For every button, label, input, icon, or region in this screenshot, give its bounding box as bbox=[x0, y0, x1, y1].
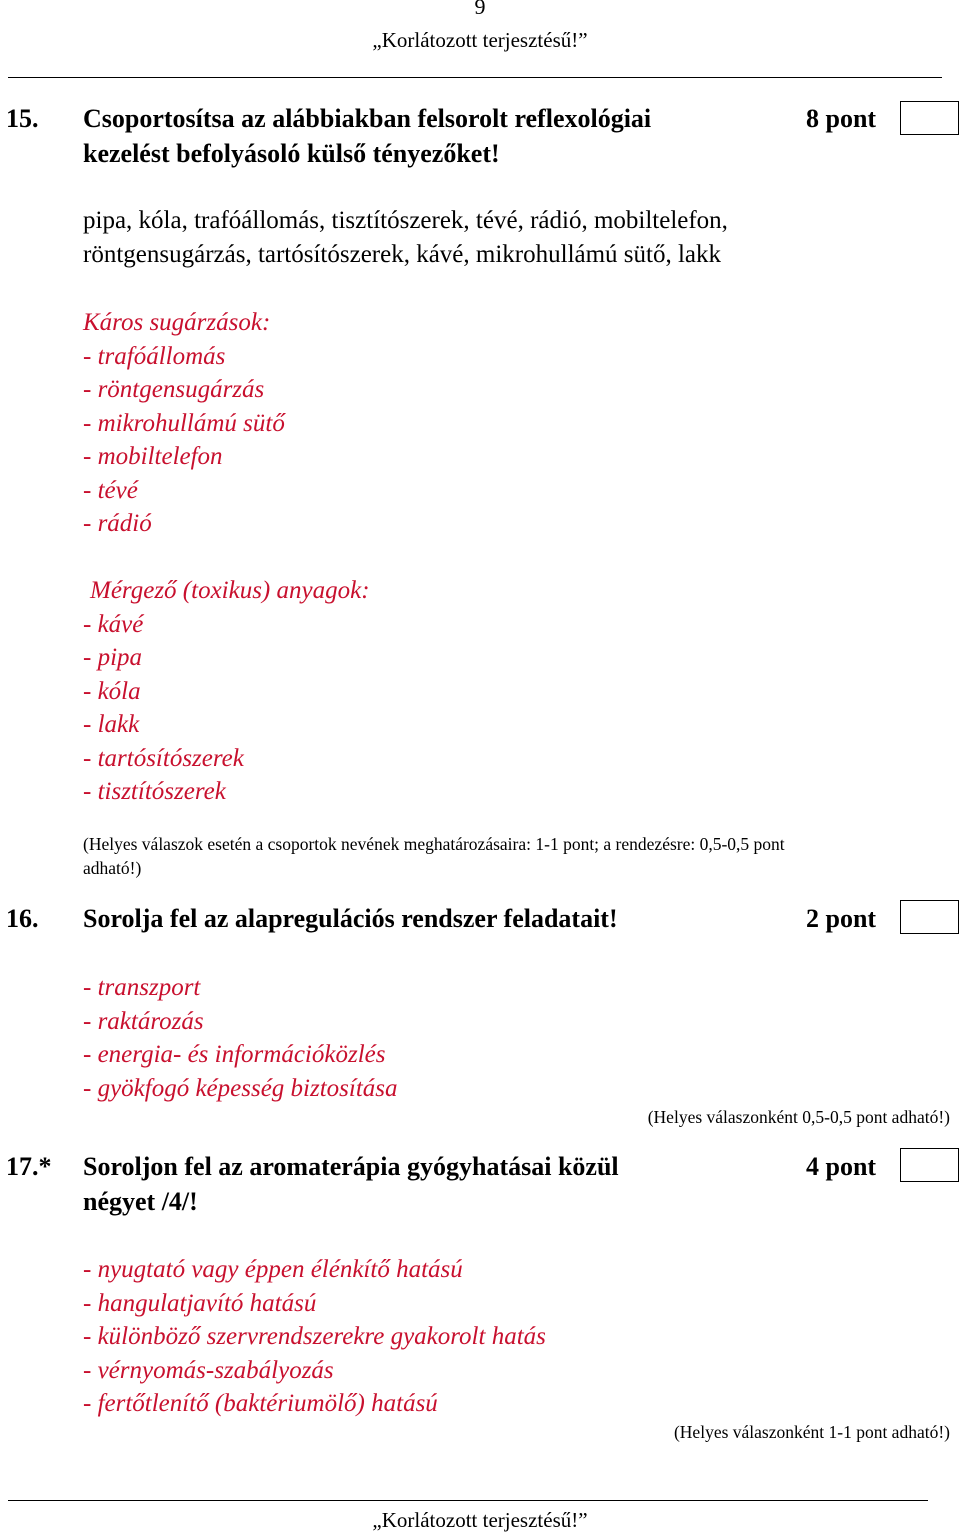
question-17-number: 17.* bbox=[6, 1152, 52, 1181]
question-16-number: 16. bbox=[6, 904, 39, 933]
question-15-items-line2: röntgensugárzás, tartósítószerek, kávé, mikrohullámú sütő, lakk bbox=[83, 241, 722, 268]
list-item: - pipa bbox=[83, 644, 143, 671]
page-number: 9 bbox=[474, 0, 486, 19]
answer-group-harmful-radiation bbox=[83, 306, 285, 541]
header-rule bbox=[8, 77, 942, 78]
list-item: - lakk bbox=[83, 711, 140, 738]
question-15-scoring-note-line1: (Helyes válaszok esetén a csoportok nevének meghatározásaira: 1-1 pont; a rendezésre: 0,5-0,5 pont bbox=[83, 834, 785, 854]
list-item: - energia- és információközlés bbox=[83, 1041, 386, 1068]
header-title: „Korlátozott terjesztésű!” bbox=[372, 28, 588, 52]
question-16-points: 2 pont bbox=[806, 904, 877, 933]
question-15-text-line2: kezelést befolyásoló külső tényezőket! bbox=[83, 139, 500, 168]
question-15-points: 8 pont bbox=[806, 104, 877, 133]
list-item: - raktározás bbox=[83, 1007, 204, 1035]
question-16-scoring-note: (Helyes válaszonként 0,5-0,5 pont adható!) bbox=[647, 1107, 950, 1127]
list-item: - vérnyomás-szabályozás bbox=[83, 1356, 334, 1384]
list-item: - mikrohullámú sütő bbox=[83, 409, 285, 437]
question-17-answers bbox=[83, 1253, 546, 1421]
list-item: - kóla bbox=[83, 677, 141, 705]
list-item: - gyökfogó képesség biztosítása bbox=[83, 1074, 398, 1102]
list-item: - kávé bbox=[83, 610, 144, 638]
list-item: - röntgensugárzás bbox=[83, 376, 265, 403]
list-item: - tisztítószerek bbox=[83, 778, 226, 805]
list-item: - különböző szervrendszerekre gyakorolt hatás bbox=[83, 1323, 546, 1350]
list-item: - trafóállomás bbox=[83, 342, 226, 370]
question-17-text-line2: négyet /4/! bbox=[83, 1187, 198, 1216]
question-15-number: 15. bbox=[6, 104, 39, 133]
list-item: - fertőtlenítő (baktériumölő) hatású bbox=[83, 1390, 438, 1417]
list-item: - transzport bbox=[83, 974, 201, 1001]
list-item: - tartósítószerek bbox=[83, 744, 244, 772]
footer-title: „Korlátozott terjesztésű!” bbox=[372, 1508, 588, 1532]
question-17-scoring-note: (Helyes válaszonként 1-1 pont adható!) bbox=[673, 1422, 950, 1442]
question-17-points: 4 pont bbox=[806, 1152, 877, 1181]
list-item: - mobiltelefon bbox=[83, 443, 223, 470]
question-17-text-line1: Soroljon fel az aromaterápia gyógyhatásai közül bbox=[83, 1152, 619, 1181]
group-title: Káros sugárzások: bbox=[83, 309, 271, 336]
question-16-answers bbox=[83, 971, 398, 1105]
list-item: - rádió bbox=[83, 510, 152, 537]
question-16-text: Sorolja fel az alapregulációs rendszer feladatait! bbox=[83, 904, 618, 933]
answer-group-toxic-substances bbox=[83, 574, 370, 809]
question-15-text-line1: Csoportosítsa az alábbiakban felsorolt reflexológiai bbox=[83, 104, 652, 133]
question-16-score-box[interactable] bbox=[900, 900, 959, 934]
question-17-score-box[interactable] bbox=[900, 1148, 959, 1182]
question-15-items-line1: pipa, kóla, trafóállomás, tisztítószerek, tévé, rádió, mobiltelefon, bbox=[83, 207, 728, 234]
group-title: Mérgező (toxikus) anyagok: bbox=[90, 577, 370, 604]
question-15-score-box[interactable] bbox=[900, 101, 959, 135]
footer-rule bbox=[8, 1500, 928, 1501]
question-15-scoring-note-line2: adható!) bbox=[83, 858, 142, 878]
list-item: - nyugtató vagy éppen élénkítő hatású bbox=[83, 1256, 463, 1283]
list-item: - hangulatjavító hatású bbox=[83, 1289, 317, 1317]
list-item: - tévé bbox=[83, 476, 138, 504]
